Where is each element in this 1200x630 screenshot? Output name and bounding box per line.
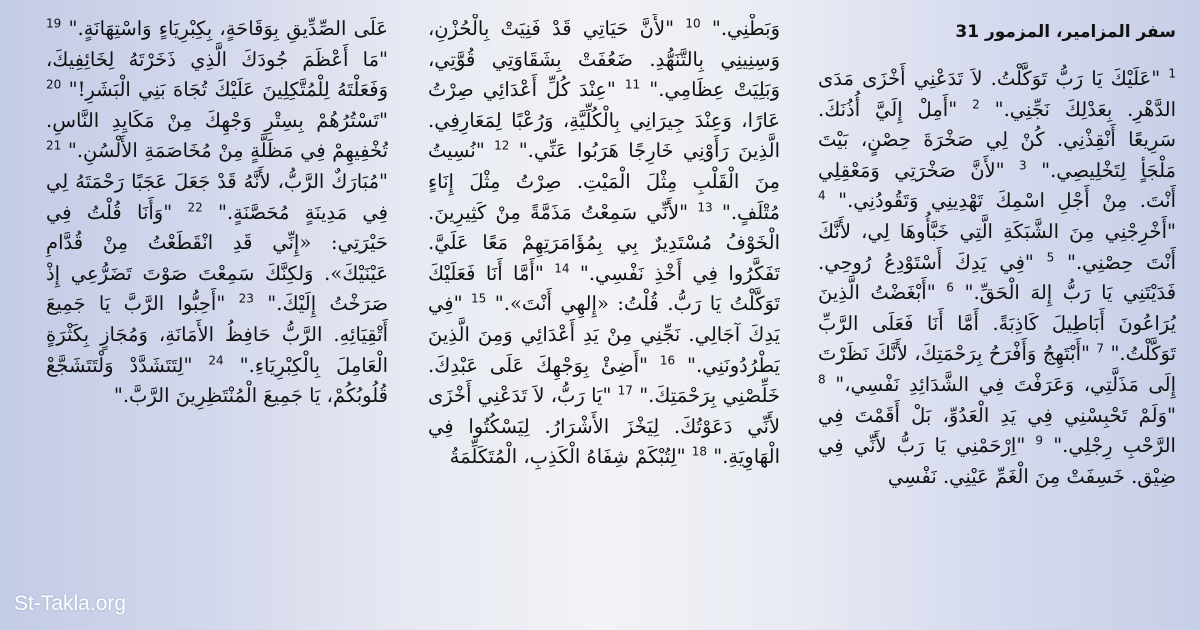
left-column bbox=[46, 14, 388, 614]
verse-number: 6 bbox=[946, 280, 954, 295]
verse-number: 11 bbox=[624, 77, 641, 92]
verse-number: 9 bbox=[1035, 433, 1044, 448]
verse-continuation bbox=[701, 17, 780, 40]
verse-text: عَلَى الصِّدِّيقِ بِوَقَاحَةٍ، بِكِبْرِيَاءٍ وَاسْتِهَانَةٍ." bbox=[68, 17, 388, 40]
verse-text: "لأَنَّ حَيَاتِي قَدْ فَنِيَتْ بِالْحُزْنِ، وَسِنِينِي بِالتَّنَهُّدِ. ضَعُفَتْ بِشَقَاوَتِي قُوَّتِي، وَبَلِيَتْ عِظَامِي." bbox=[428, 17, 780, 102]
verse-text: "تَسْتُرُهُمْ بِسِتْرِ وَجْهِكَ مِنْ مَكَايِدِ النَّاسِ. تُخْفِيهِمْ فِي مَظَلَّةٍ مِنْ مُخَاصَمَةِ الأَلْسُنِ." bbox=[46, 108, 388, 163]
verse-number: 18 bbox=[691, 444, 708, 459]
verse-text: "نُسِيتُ مِنَ الْقَلْبِ مِثْلَ الْمَيْتِ. صِرْتُ مِثْلَ إِنَاءٍ مُتْلَفٍ." bbox=[428, 139, 780, 224]
right-column bbox=[818, 14, 1176, 614]
verse-text: "مُبَارَكٌ الرَّبُّ، لأَنَّهُ قَدْ جَعَلَ عَجَبًا رَحْمَتَهُ لِي فِي مَدِينَةٍ مُحَصَّنَةٍ." bbox=[46, 169, 388, 224]
verse-text: "عَلَيْكَ يَا رَبُّ تَوَكَّلْتُ. لاَ تَدَعْنِي أَخْزَى مَدَى الدَّهْرِ. بِعَدْلِكَ نَجِّنِي." bbox=[818, 67, 1176, 121]
verse-text: "مَا أَعْظَمَ جُودَكَ الَّذِي ذَخَرْتَهُ لِخَائِفِيكَ، وَفَعَلْتَهُ لِلْمُتَّكِلِينَ عَلَيْكَ تُجَاهَ بَنِي الْبَشَرِ!" bbox=[46, 47, 388, 102]
verse-text: "عِنْدَ كُلِّ أَعْدَائِي صِرْتُ عَارًا، وَعِنْدَ جِيرَانِي بِالْكُلِّيَّةِ، وَرُعْبًا لِمَعَارِفِي. الَّذِينَ رَأَوْنِي خَارِجًا هَرَبُوا عَنِّي." bbox=[428, 78, 780, 163]
verse-number: 5 bbox=[1046, 250, 1055, 265]
verse-number: 15 bbox=[471, 291, 487, 306]
site-watermark: St-Takla.org bbox=[14, 592, 127, 615]
verse-number: 10 bbox=[685, 16, 701, 31]
verse-text: "أَحِبُّوا الرَّبَّ يَا جَمِيعَ أَتْقِيَائِهِ. الرَّبُّ حَافِظُ الأَمَانَةِ، وَمُجَازٍ بِكَثْرَةٍ الْعَامِلَ بِالْكِبْرِيَاءِ." bbox=[46, 292, 388, 377]
verse-text: "أَخْرِجْنِي مِنَ الشَّبَكَةِ الَّتِي خَبَّأُوهَا لِي، لأَنَّكَ أَنْتَ حِصْنِي." bbox=[818, 219, 1176, 274]
verse-text: "لِتَتَشَدَّدْ وَلْتَتَشَجَّعْ قُلُوبُكُمْ، يَا جَمِيعَ الْمُنْتَظِرِينَ الرَّبَّ." bbox=[46, 353, 388, 408]
verse-text: "وَلَمْ تَحْبِسْنِي فِي يَدِ الْعَدُوِّ، بَلْ أَقَمْتَ فِي الرَّحْبِ رِجْلِي." bbox=[818, 403, 1176, 458]
verse-text: "أَضِئْ بِوَجْهِكَ عَلَى عَبْدِكَ. خَلِّصْنِي بِرَحْمَتِكَ." bbox=[428, 353, 780, 408]
verse-text: وَبَطْنِي." bbox=[711, 17, 780, 40]
verse-number: 13 bbox=[697, 200, 713, 215]
right-column-verses bbox=[818, 64, 1176, 492]
verse-number: 3 bbox=[1019, 158, 1027, 173]
verse-text: "أَبْغَضْتُ الَّذِينَ يُرَاعُونَ أَبَاطِيلَ كَاذِبَةً. أَمَّا أَنَا فَعَلَى الرَّبِّ تَوَكَّلْتُ." bbox=[818, 281, 1176, 366]
verse-text: "أَبْتَهِجُ وَأَفْرَحُ بِرَحْمَتِكَ، لأَنَّكَ نَظَرْتَ إِلَى مَذَلَّتِي، وَعَرَفْتَ فِي الشَّدَائِدِ نَفْسِي،" bbox=[818, 342, 1176, 396]
verse-number: 14 bbox=[554, 261, 570, 276]
verse-number: 19 bbox=[46, 16, 62, 31]
verse-number: 17 bbox=[617, 383, 633, 398]
verse-number: 12 bbox=[494, 138, 510, 153]
verse-text: "يَا رَبُّ، لاَ تَدَعْنِي أَخْزَى لأَنِّي دَعَوْتُكَ. لِيَخْزَ الأَشْرَارُ. لِيَسْكُتُوا فِي الْهَاوِيَةِ." bbox=[428, 384, 780, 469]
verse-number: 4 bbox=[818, 188, 826, 203]
verse-text: "لأَنِّي سَمِعْتُ مَذَمَّةً مِنْ كَثِيرِينَ. الْخَوْفُ مُسْتَدِيرٌ بِي بِمُؤَامَرَتِهِمْ مَعًا عَلَيَّ. تَفَكَّرُوا فِي أَخْذِ نَفْسِي." bbox=[428, 200, 780, 285]
verse-number: 7 bbox=[1096, 341, 1105, 356]
verse bbox=[450, 445, 707, 468]
verse-text: "أَمَّا أَنَا فَعَلَيْكَ تَوَكَّلْتُ يَا رَبُّ. قُلْتُ: «إِلهِي أَنْتَ»." bbox=[428, 261, 780, 316]
verse-text: "لِتُبْكَمْ شِفَاهُ الْكَذِبِ، الْمُتَكَلِّمَةُ bbox=[449, 445, 686, 469]
verse-number: 20 bbox=[46, 77, 62, 92]
verse-number: 21 bbox=[46, 138, 62, 153]
verse-text: "اِرْحَمْنِي يَا رَبُّ لأَنِّي فِي ضِيْق. خَسِفَتْ مِنَ الْغَمِّ عَيْنِي. نَفْسِي bbox=[818, 434, 1176, 488]
middle-column bbox=[428, 14, 780, 614]
verse-text: "فِي يَدِكَ آجَالِي. نَجِّنِي مِنْ يَدِ أَعْدَائِي وَمِنَ الَّذِينَ يَطْرُدُونَنِي." bbox=[428, 292, 780, 377]
verse-text: "أَمِلْ إِلَيَّ أُذُنَكَ. سَرِيعًا أَنْقِذْنِي. كُنْ لِي صَخْرَةَ حِصْنٍ، بَيْتَ مَلْجَأٍ لِتَخْلِيصِي." bbox=[818, 97, 1176, 182]
verse-number: 2 bbox=[972, 97, 980, 112]
verse-number: 1 bbox=[1168, 66, 1176, 81]
verse-number: 8 bbox=[818, 372, 826, 387]
verse-number: 23 bbox=[238, 291, 254, 306]
verse-text: "فِي يَدِكَ أَسْتَوْدِعُ رُوحِي. فَدَيْتَنِي يَا رَبُّ إِلهَ الْحَقِّ." bbox=[818, 250, 1176, 305]
verse-text: "لأَنَّ صَخْرَتِي وَمَعْقِلِي أَنْتَ. مِنْ أَجْلِ اسْمِكَ تَهْدِينِي وَتَقُودُنِي." bbox=[818, 158, 1176, 213]
verse-number: 16 bbox=[659, 353, 676, 368]
verse-number: 24 bbox=[208, 353, 224, 368]
page-title: سفر المزامير، المزمور 31 bbox=[955, 22, 1176, 42]
verse-continuation bbox=[61, 17, 388, 40]
verse-number: 22 bbox=[187, 200, 203, 215]
verse-text: "وَأَنَا قُلْتُ فِي حَيْرَتِي: «إِنِّي قَدِ انْقَطَعْتُ مِنْ قُدَّامِ عَيْنَيْكَ». وَلكِنَّكَ سَمِعْتَ صَوْتَ تَضَرُّعِي إِذْ صَرَخْتُ إِلَيْكَ." bbox=[46, 200, 388, 316]
